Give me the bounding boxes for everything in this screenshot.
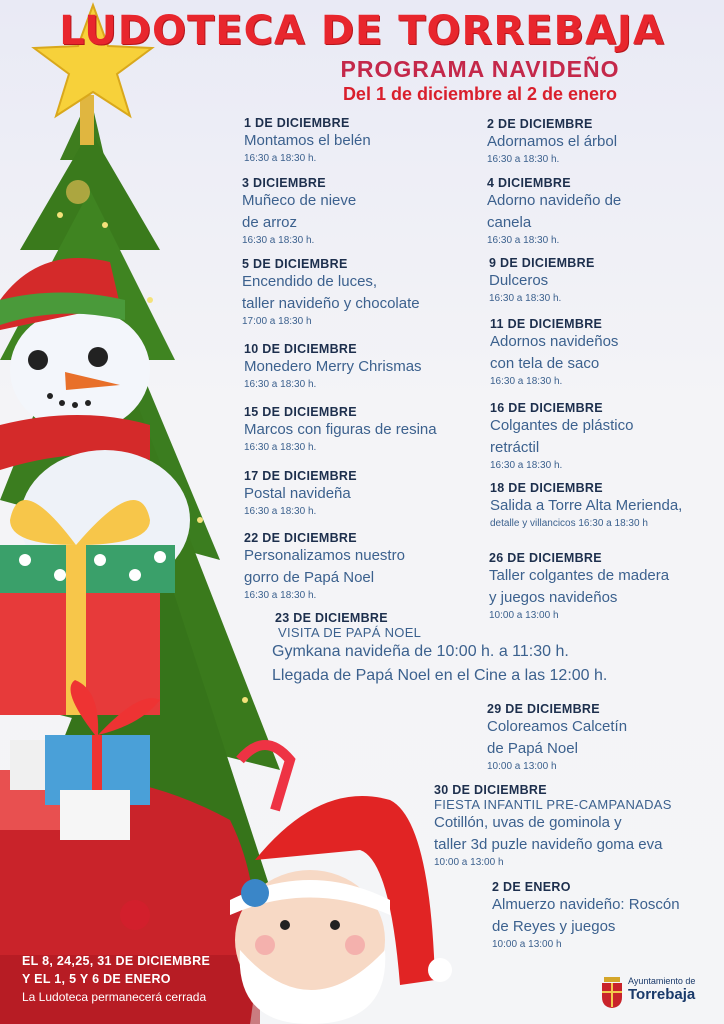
event-time: 16:30 a 18:30 h. — [489, 293, 562, 304]
event-item — [434, 783, 672, 868]
event-date: 10 DE DICIEMBRE — [244, 342, 357, 356]
event-item — [487, 176, 621, 246]
event-date: 9 DE DICIEMBRE — [489, 256, 595, 270]
event-date: 15 DE DICIEMBRE — [244, 405, 357, 419]
event-activity: Adorno navideño de — [487, 192, 622, 209]
event-time: 16:30 a 18:30 h. — [490, 460, 563, 471]
event-item — [244, 116, 371, 164]
event-activity: Postal navideña — [244, 485, 351, 502]
program-subtitle: PROGRAMA NAVIDEÑO — [340, 56, 620, 82]
page-title: LUDOTECA DE TORREBAJA — [59, 8, 665, 54]
event-subtitle: VISITA DE PAPÁ NOEL — [278, 625, 422, 640]
event-activity: Llegada de Papá Noel en el Cine a las 12:00 h. — [272, 667, 608, 684]
town-hall-logo — [600, 975, 715, 1015]
event-time: 10:00 a 13:00 h — [489, 610, 559, 621]
event-date: 23 DE DICIEMBRE — [275, 611, 388, 625]
event-activity: taller 3d puzle navideño goma eva — [434, 836, 663, 853]
event-activity: con tela de saco — [490, 355, 600, 372]
event-date: 30 DE DICIEMBRE — [434, 783, 547, 797]
event-activity: Encendido de luces, — [242, 273, 378, 290]
event-activity: Coloreamos Calcetín — [487, 718, 628, 735]
event-activity: Cotillón, uvas de gominola y — [434, 814, 622, 831]
event-item — [492, 880, 680, 950]
event-activity: Adornamos el árbol — [487, 133, 618, 150]
event-item — [487, 117, 617, 165]
event-time: 16:30 a 18:30 h. — [244, 153, 317, 164]
event-date: 4 DICIEMBRE — [487, 176, 571, 190]
event-time: 10:00 a 13:00 h — [492, 939, 562, 950]
event-item — [490, 317, 618, 387]
closure-message: La Ludoteca permanecerá cerrada — [22, 990, 207, 1004]
event-activity: Salida a Torre Alta Merienda, — [490, 497, 683, 514]
event-date: 17 DE DICIEMBRE — [244, 469, 357, 483]
event-date: 3 DICIEMBRE — [242, 176, 326, 190]
event-activity: retráctil — [490, 439, 540, 456]
closure-dates-line1: EL 8, 24,25, 31 DE DICIEMBRE — [22, 954, 211, 968]
event-activity: Taller colgantes de madera — [489, 567, 670, 584]
coat-of-arms-icon — [600, 977, 624, 1009]
event-time: 16:30 a 18:30 h. — [244, 442, 317, 453]
event-date: 18 DE DICIEMBRE — [490, 481, 603, 495]
event-date: 29 DE DICIEMBRE — [487, 702, 600, 716]
event-time: 10:00 a 13:00 h — [487, 761, 557, 772]
event-time: 16:30 a 18:30 h. — [244, 506, 317, 517]
event-item — [242, 176, 356, 246]
event-activity: Marcos con figuras de resina — [244, 421, 437, 438]
event-activity: Almuerzo navideño: Roscón — [492, 896, 680, 913]
event-item — [272, 611, 607, 688]
event-time: 10:00 a 13:00 h — [434, 857, 504, 868]
event-activity: taller navideño y chocolate — [242, 295, 420, 312]
event-date: 16 DE DICIEMBRE — [490, 401, 603, 415]
santa-claus-icon — [230, 796, 452, 1024]
event-activity: canela — [487, 214, 532, 231]
event-activity: de Reyes y juegos — [492, 918, 616, 935]
logo-name: Torrebaja — [628, 986, 696, 1003]
event-activity: Colgantes de plástico — [490, 417, 634, 434]
event-date: 22 DE DICIEMBRE — [244, 531, 357, 545]
event-item — [244, 405, 437, 453]
event-time: 16:30 a 18:30 h. — [242, 235, 315, 246]
closure-dates-line2: Y EL 1, 5 Y 6 DE ENERO — [22, 972, 171, 986]
event-activity: Personalizamos nuestro — [244, 547, 405, 564]
event-date: 1 DE DICIEMBRE — [244, 116, 350, 130]
event-date: 2 DE DICIEMBRE — [487, 117, 593, 131]
event-subtitle: FIESTA INFANTIL PRE-CAMPANADAS — [434, 797, 672, 812]
event-item — [490, 401, 633, 471]
logo-caption: Ayuntamiento de — [628, 976, 696, 986]
event-activity: Gymkana navideña de 10:00 h. a 11:30 h. — [272, 643, 569, 660]
event-time: 16:30 a 18:30 h. — [487, 235, 560, 246]
event-time: 16:30 a 18:30 h. — [487, 154, 560, 165]
event-time: 17:00 a 18:30 h — [242, 316, 312, 327]
closure-notice — [22, 952, 210, 1006]
event-date: 26 DE DICIEMBRE — [489, 551, 602, 565]
event-item — [244, 342, 422, 390]
event-activity: de arroz — [242, 214, 298, 231]
event-activity: gorro de Papá Noel — [244, 569, 375, 586]
event-time: 16:30 a 18:30 h. — [244, 379, 317, 390]
event-time: detalle y villancicos 16:30 a 18:30 h — [490, 518, 648, 529]
event-date: 2 DE ENERO — [492, 880, 571, 894]
event-item — [244, 469, 357, 517]
event-activity: de Papá Noel — [487, 740, 578, 757]
event-item — [242, 257, 420, 327]
event-time: 16:30 a 18:30 h. — [490, 376, 563, 387]
event-activity: Montamos el belén — [244, 132, 371, 149]
event-date: 5 DE DICIEMBRE — [242, 257, 348, 271]
event-date: 11 DE DICIEMBRE — [490, 317, 603, 331]
event-item — [244, 531, 405, 601]
date-range: Del 1 de diciembre al 2 de enero — [342, 84, 618, 104]
event-item — [487, 702, 627, 772]
event-activity: Monedero Merry Chrismas — [244, 358, 422, 375]
event-activity: Muñeco de nieve — [242, 192, 357, 209]
event-activity: y juegos navideños — [489, 589, 618, 606]
event-item — [489, 256, 595, 304]
event-time: 16:30 a 18:30 h. — [244, 590, 317, 601]
event-item — [490, 481, 682, 529]
event-activity: Adornos navideños — [490, 333, 619, 350]
event-activity: Dulceros — [489, 272, 549, 289]
